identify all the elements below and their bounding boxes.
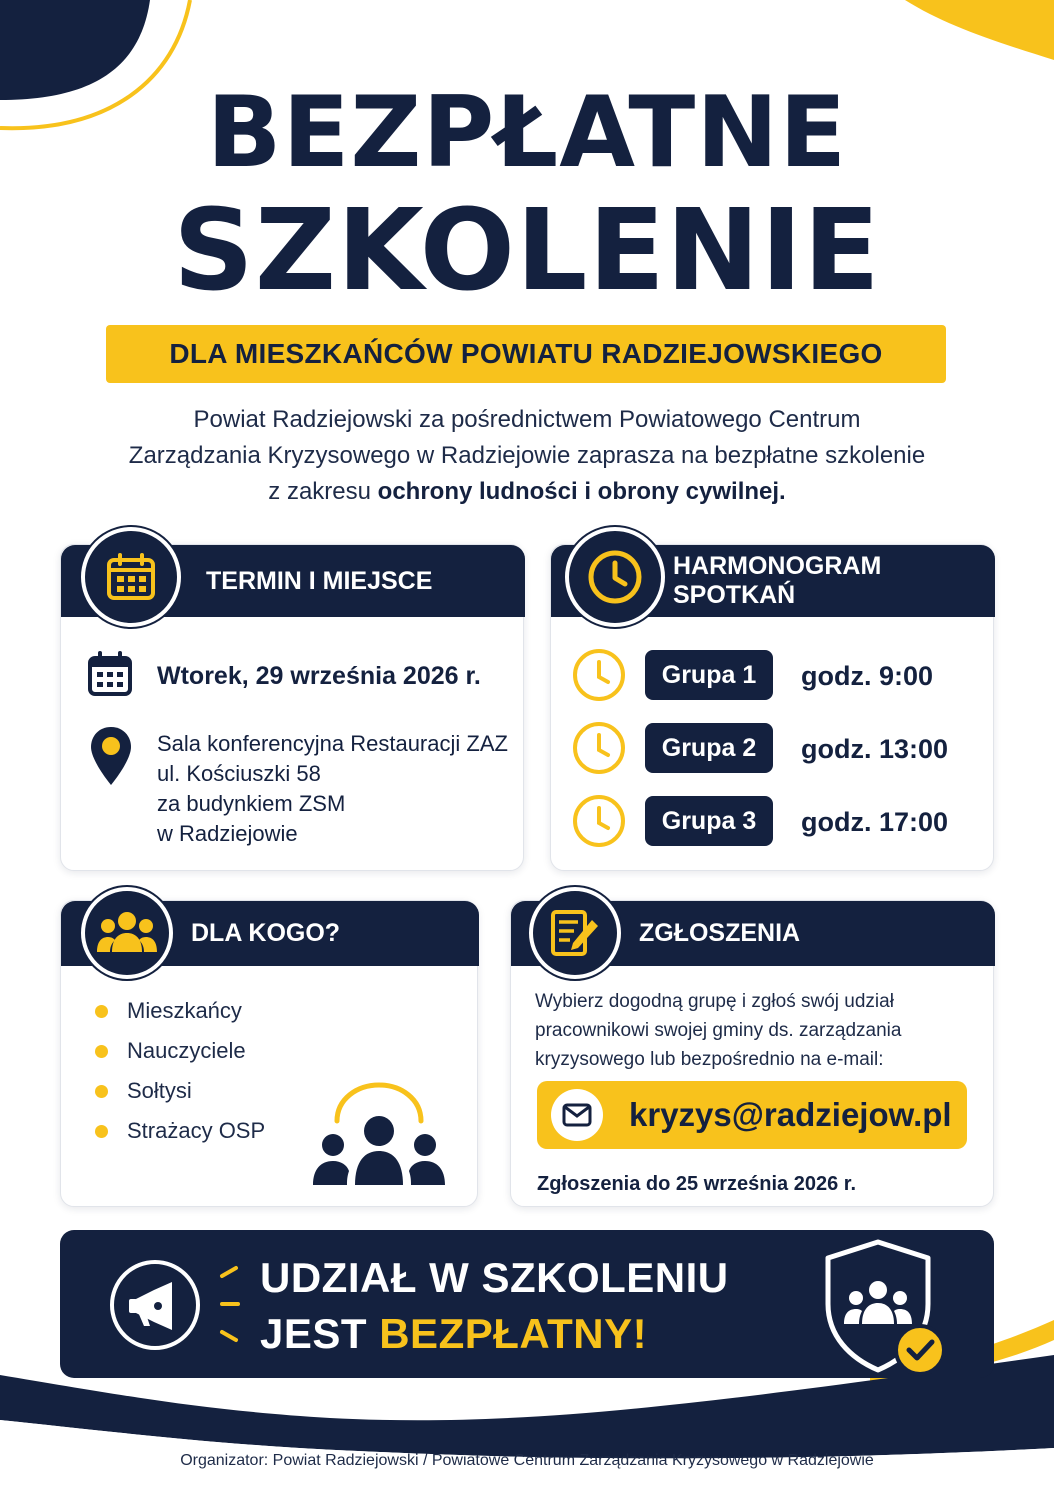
harmonogram-badge xyxy=(565,527,665,627)
group-3-label: Grupa 3 xyxy=(661,806,757,835)
location-address xyxy=(157,729,508,849)
email-icon-wrap xyxy=(551,1089,603,1141)
shield-people-check-icon xyxy=(820,1238,950,1380)
group-people-illustration-icon xyxy=(311,1081,447,1191)
zgloszenia-text-line-1: Wybierz dogodną grupę i zgłoś swój udział xyxy=(535,991,894,1012)
subtitle-bar xyxy=(106,325,946,383)
termin-card xyxy=(60,544,524,871)
clock-icon xyxy=(586,548,644,606)
location-line-2: ul. Kościuszki 58 xyxy=(157,761,321,786)
harmonogram-card xyxy=(550,544,994,871)
audience-item-4: Strażacy OSP xyxy=(127,1118,266,1143)
group-3-pill xyxy=(645,796,773,846)
banner-line-2-prefix: JEST xyxy=(260,1310,380,1357)
megaphone-icon xyxy=(128,1282,184,1330)
subtitle-text: DLA MIESZKAŃCÓW POWIATU RADZIEJOWSKIEGO xyxy=(169,338,883,369)
title-line-1: BEZPŁATNE xyxy=(206,76,848,190)
termin-heading: TERMIN I MIEJSCE xyxy=(206,566,433,595)
intro-line-3-bold: ochrony ludności i obrony cywilnej. xyxy=(377,478,786,505)
calendar-icon xyxy=(104,550,158,604)
megaphone-badge xyxy=(110,1260,200,1350)
audience-item-2: Nauczyciele xyxy=(127,1038,246,1063)
training-date: Wtorek, 29 września 2026 r. xyxy=(157,662,481,690)
registration-deadline: Zgłoszenia do 25 września 2026 r. xyxy=(537,1173,857,1195)
audience-item-1: Mieszkańcy xyxy=(127,998,242,1023)
zgloszenia-card xyxy=(510,900,994,1207)
banner-line-2 xyxy=(260,1310,647,1358)
intro-paragraph xyxy=(90,402,964,510)
group-1-pill xyxy=(645,650,773,700)
envelope-icon xyxy=(562,1103,592,1127)
people-icon xyxy=(97,908,157,958)
form-pen-icon xyxy=(548,906,602,960)
bullet-dot-1 xyxy=(95,1005,108,1018)
dla-kogo-badge xyxy=(81,887,173,979)
intro-line-2: Zarządzania Kryzysowego w Radziejowie zaprasza na bezpłatne szkolenie xyxy=(128,442,926,469)
group-1-label: Grupa 1 xyxy=(661,660,757,689)
group-2-time: godz. 13:00 xyxy=(801,734,949,764)
date-calendar-icon xyxy=(87,651,133,697)
location-line-3: za budynkiem ZSM xyxy=(157,791,346,816)
zgloszenia-text-line-2: pracownikowi swojej gminy ds. zarządzania xyxy=(535,1020,902,1041)
bullet-dot-3 xyxy=(95,1085,108,1098)
footer-organizer: Organizator: Powiat Radziejowski / Powiatowe Centrum Zarządzania Kryzysowego w Radziejowie xyxy=(180,1452,874,1469)
dla-kogo-card xyxy=(60,900,478,1207)
title-line-2: SZKOLENIE xyxy=(173,186,881,316)
group-2-clock-icon xyxy=(571,720,627,776)
free-participation-banner xyxy=(60,1230,994,1378)
location-line-4: w Radziejowie xyxy=(157,821,298,846)
intro-line-3-prefix: z zakresu xyxy=(268,478,378,505)
group-2-pill xyxy=(645,723,773,773)
group-1-time: godz. 9:00 xyxy=(801,661,934,691)
group-2-label: Grupa 2 xyxy=(661,733,757,762)
zgloszenia-badge xyxy=(529,887,621,979)
group-1-clock-icon xyxy=(571,647,627,703)
bullet-dot-2 xyxy=(95,1045,108,1058)
harmonogram-heading: HARMONOGRAM SPOTKAŃ xyxy=(673,552,882,609)
megaphone-rays-icon xyxy=(216,1264,242,1344)
banner-highlight: BEZPŁATNY! xyxy=(379,1310,648,1357)
zgloszenia-heading: ZGŁOSZENIA xyxy=(639,919,801,947)
group-3-clock-icon xyxy=(571,793,627,849)
bullet-dot-4 xyxy=(95,1125,108,1138)
location-line-1: Sala konferencyjna Restauracji ZAZ xyxy=(157,731,508,756)
intro-line-1: Powiat Radziejowski za pośrednictwem Powiatowego Centrum xyxy=(193,406,861,433)
termin-badge xyxy=(81,527,181,627)
banner-line-1: UDZIAŁ W SZKOLENIU xyxy=(260,1254,729,1301)
map-pin-icon xyxy=(89,725,133,787)
email-box[interactable] xyxy=(537,1081,967,1149)
zgloszenia-description xyxy=(535,987,901,1074)
audience-item-3: Sołtysi xyxy=(127,1078,192,1103)
zgloszenia-text-line-3: kryzysowego lub bezpośrednio na e-mail: xyxy=(535,1049,884,1070)
group-3-time: godz. 17:00 xyxy=(801,807,949,837)
intro-line-3 xyxy=(90,474,964,510)
email-address[interactable]: kryzys@radziejow.pl xyxy=(629,1096,952,1133)
dla-kogo-heading: DLA KOGO? xyxy=(191,919,341,947)
